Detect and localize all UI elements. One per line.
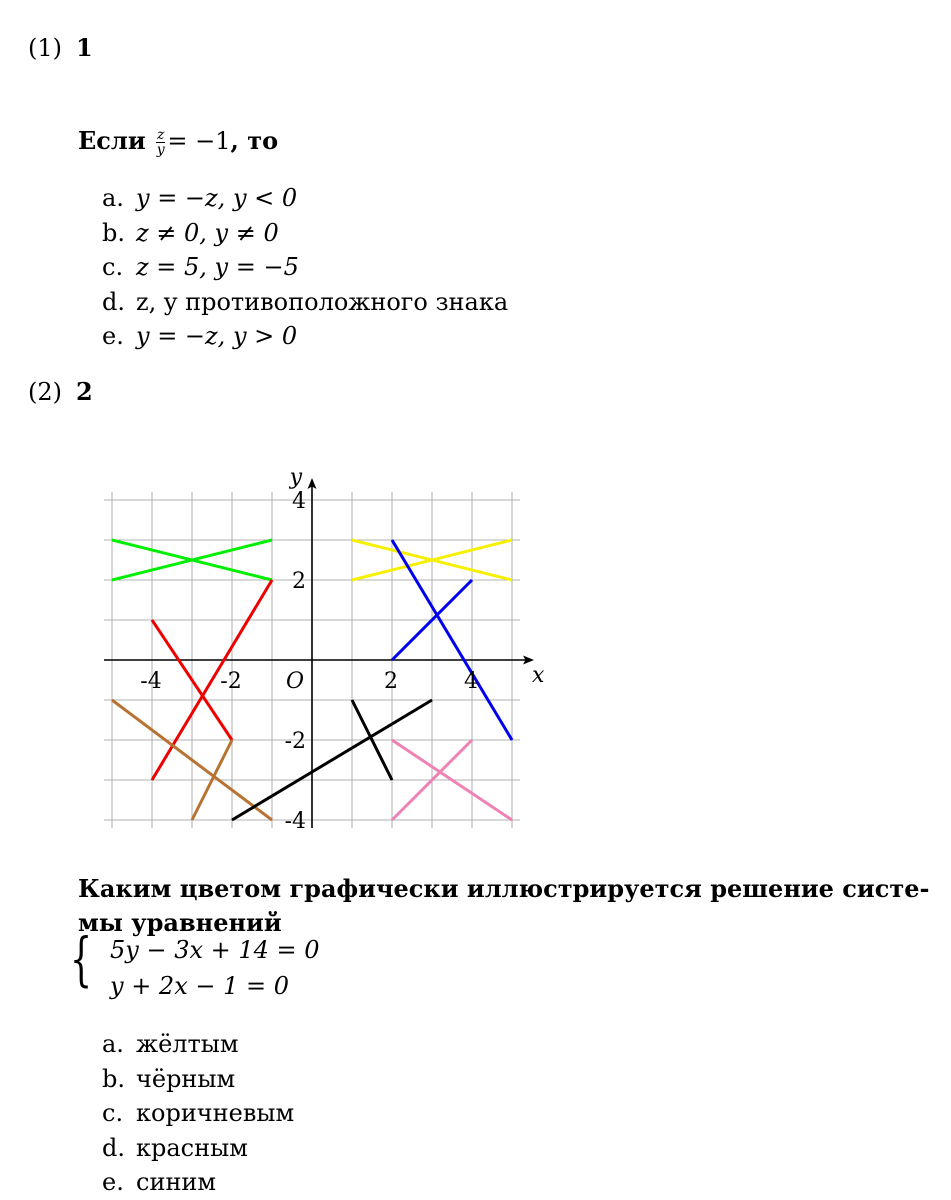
x-tick-label: -2 (220, 669, 242, 694)
option-d[interactable] (102, 1131, 294, 1166)
fraction-numerator: z (157, 127, 165, 143)
system-equation-1: 5y − 3x + 14 = 0 (110, 936, 320, 964)
option-label: e. (102, 322, 124, 350)
option-label: c. (102, 1099, 124, 1127)
option-e[interactable] (102, 1165, 294, 1200)
question-1-prompt (78, 126, 278, 157)
question-2-header (28, 377, 93, 406)
option-label: b. (102, 1064, 125, 1093)
option-text: жёлтым (136, 1030, 239, 1058)
y-tick-label: -4 (284, 809, 306, 834)
option-label: a. (102, 184, 124, 212)
x-tick-label: 2 (384, 669, 398, 694)
question-2-prompt-line-1: Каким цветом графически иллюстрируется решение систе- (78, 874, 930, 903)
option-label: d. (102, 1133, 125, 1162)
option-label: b. (102, 218, 125, 247)
question-1-prompt-math: = −1 (167, 127, 231, 155)
question-1-number: 1 (76, 33, 93, 62)
x-tick-label: 4 (464, 669, 478, 694)
red-line (152, 580, 272, 780)
option-b[interactable] (102, 1062, 294, 1097)
option-d[interactable] (102, 285, 508, 320)
system-brace: { (70, 925, 93, 993)
option-c[interactable] (102, 1096, 294, 1131)
question-2-options (102, 1027, 294, 1200)
black-line (232, 700, 432, 820)
option-label: a. (102, 1030, 124, 1058)
fraction-denominator: y (156, 142, 165, 158)
option-text: z ≠ 0, y ≠ 0 (136, 218, 279, 247)
option-label: e. (102, 1168, 124, 1196)
x-tick-label: -4 (140, 669, 162, 694)
option-text: чёрным (136, 1064, 236, 1093)
question-2-prompt-line-2: мы уравнений (78, 908, 282, 937)
option-c[interactable] (102, 250, 508, 285)
option-text: красным (136, 1133, 248, 1162)
option-text: y = −z, y < 0 (136, 184, 298, 212)
option-label: d. (102, 287, 125, 316)
coordinate-plot (88, 458, 558, 838)
option-text: синим (136, 1168, 217, 1196)
question-1-options (102, 181, 508, 354)
question-1-prompt-prefix: Если (78, 126, 146, 155)
origin-label: O (285, 669, 304, 694)
y-tick-label: 4 (292, 489, 306, 514)
y-tick-label: -2 (284, 729, 306, 754)
question-1-header (28, 33, 93, 62)
question-1-prompt-suffix: , то (230, 126, 279, 155)
option-text: z = 5, y = −5 (136, 253, 299, 281)
x-axis-label: x (532, 663, 545, 688)
option-text: y = −z, y > 0 (136, 322, 298, 350)
option-a[interactable] (102, 181, 508, 216)
question-1-fraction (156, 128, 165, 157)
option-text: коричневым (136, 1099, 295, 1127)
option-label: c. (102, 253, 124, 281)
system-equation-2: y + 2x − 1 = 0 (110, 972, 290, 1000)
question-2-prompt (78, 872, 929, 940)
y-tick-label: 2 (292, 569, 306, 594)
option-e[interactable] (102, 319, 508, 354)
question-1-index: (1) (28, 34, 62, 62)
question-2-index: (2) (28, 378, 62, 406)
question-2-number: 2 (76, 377, 93, 406)
option-a[interactable] (102, 1027, 294, 1062)
y-axis-label: y (289, 465, 302, 490)
option-text: z, y противоположного знака (136, 287, 509, 316)
option-b[interactable] (102, 216, 508, 251)
